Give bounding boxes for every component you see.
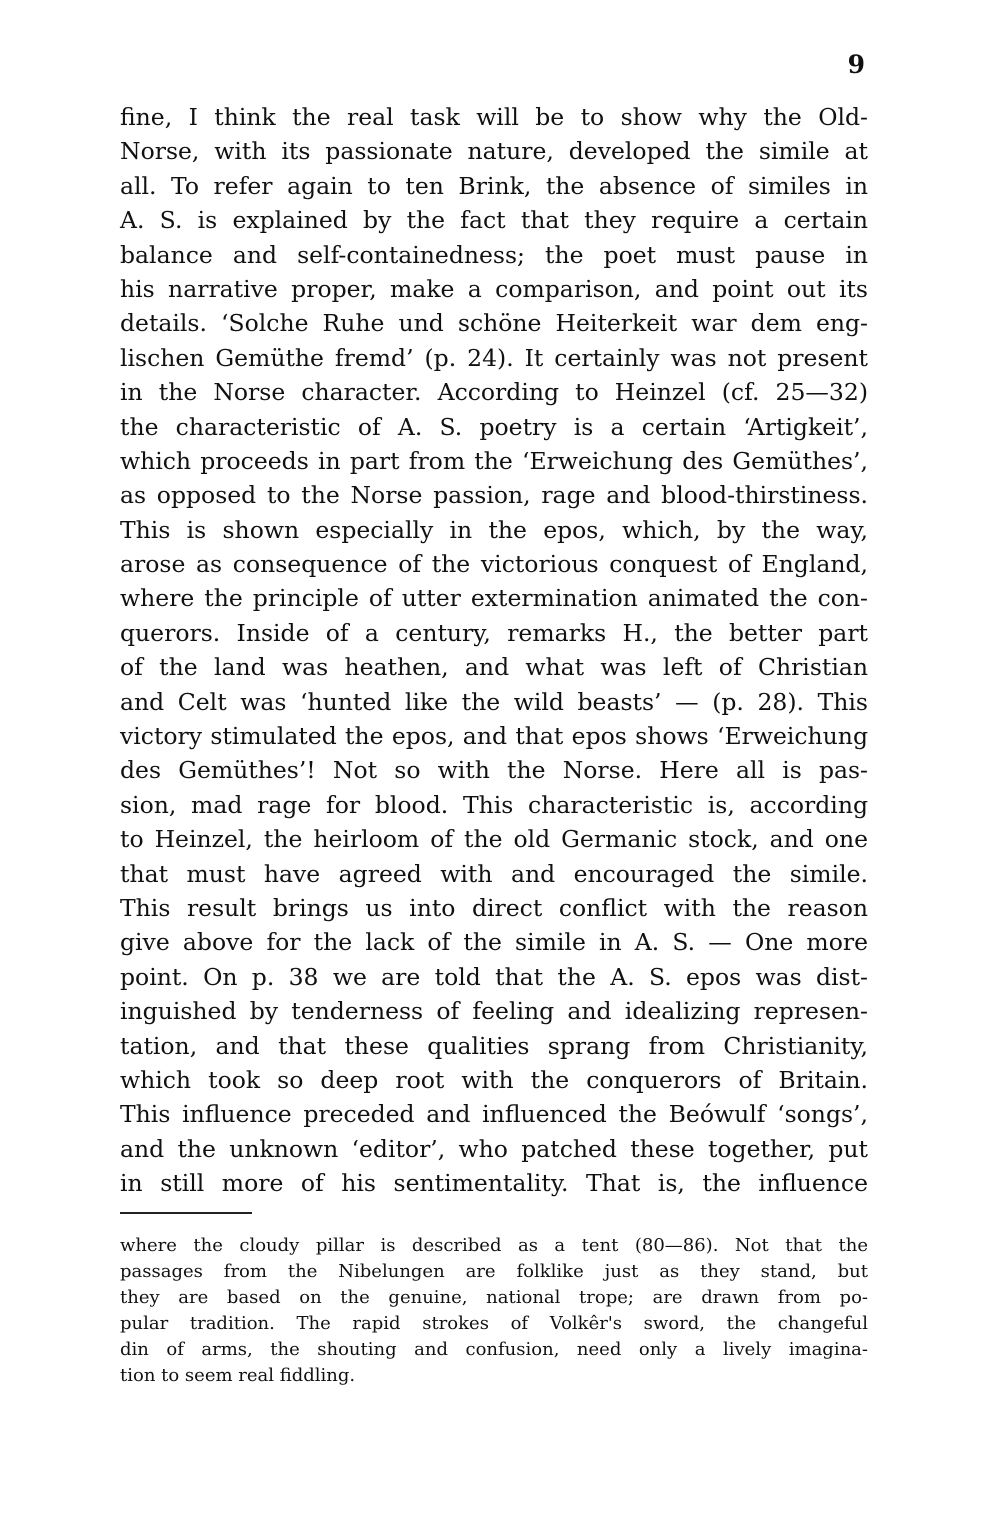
- page-number: 9: [847, 50, 865, 79]
- body-text-line: the characteristic of A. S. poetry is a certain ‘Artigkeit’,: [120, 412, 868, 441]
- body-text-line: in the Norse character. According to Heinzel (cf. 25—32): [120, 378, 868, 407]
- footnote: [120, 1233, 868, 1389]
- body-text-line: which proceeds in part from the ‘Erweichung des Gemüthes’,: [120, 446, 868, 475]
- body-text: [120, 100, 868, 1201]
- footnote-line: tion to seem real fiddling.: [120, 1365, 356, 1386]
- body-text-line: This influence preceded and influenced the Beówulf ‘songs’,: [120, 1100, 868, 1129]
- body-text-line: to Heinzel, the heirloom of the old Germanic stock, and one: [120, 825, 868, 854]
- footnote-separator: [120, 1212, 252, 1214]
- body-text-line: arose as consequence of the victorious conquest of England,: [120, 550, 868, 579]
- body-text-line: and Celt was ‘hunted like the wild beasts’ — (p. 28). This: [120, 687, 868, 716]
- footnote-line: din of arms, the shouting and confusion, need only a lively imagina-: [120, 1339, 868, 1360]
- body-text-line: details. ‘Solche Ruhe und schöne Heiterkeit war dem eng-: [120, 309, 868, 338]
- body-text-line: victory stimulated the epos, and that epos shows ‘Erweichung: [120, 722, 868, 751]
- body-text-line: lischen Gemüthe fremd’ (p. 24). It certainly was not present: [120, 343, 868, 372]
- body-text-line: des Gemüthes’! Not so with the Norse. Here all is pas-: [120, 756, 868, 785]
- body-text-line: fine, I think the real task will be to show why the Old-: [120, 103, 868, 131]
- footnote-line: they are based on the genuine, national trope; are drawn from po-: [120, 1287, 868, 1308]
- body-text-line: querors. Inside of a century, remarks H., the better part: [120, 618, 868, 647]
- body-text-line: in still more of his sentimentality. That is, the influence: [120, 1169, 868, 1198]
- body-text-line: Norse, with its passionate nature, developed the simile at: [120, 137, 868, 166]
- body-text-line: his narrative proper, make a comparison, and point out its: [120, 274, 868, 303]
- body-text-line: that must have agreed with and encouraged the simile.: [120, 859, 868, 888]
- footnote-line: pular tradition. The rapid strokes of Volkêr's sword, the changeful: [120, 1313, 868, 1334]
- body-text-line: where the principle of utter extermination animated the con-: [120, 584, 868, 613]
- body-text-line: This is shown especially in the epos, which, by the way,: [120, 515, 868, 544]
- body-text-line: This result brings us into direct conflict with the reason: [120, 893, 868, 922]
- body-text-line: balance and self-containedness; the poet must pause in: [120, 240, 868, 269]
- body-text-line: which took so deep root with the conquerors of Britain.: [120, 1065, 868, 1094]
- body-text-line: and the unknown ‘editor’, who patched these together, put: [120, 1134, 868, 1163]
- body-text-line: A. S. is explained by the fact that they require a certain: [120, 206, 868, 235]
- body-text-line: inguished by tenderness of feeling and idealizing represen-: [120, 997, 868, 1026]
- body-text-line: give above for the lack of the simile in A. S. — One more: [120, 928, 868, 957]
- footnote-line: passages from the Nibelungen are folklike just as they stand, but: [120, 1261, 868, 1282]
- body-text-line: point. On p. 38 we are told that the A. S. epos was dist-: [120, 962, 868, 991]
- body-text-line: tation, and that these qualities sprang from Christianity,: [120, 1031, 868, 1060]
- body-text-line: as opposed to the Norse passion, rage and blood-thirstiness.: [120, 481, 868, 510]
- body-text-line: sion, mad rage for blood. This characteristic is, according: [120, 790, 868, 819]
- footnote-line: where the cloudy pillar is described as a tent (80—86). Not that the: [120, 1235, 868, 1256]
- body-text-line: all. To refer again to ten Brink, the absence of similes in: [120, 171, 868, 200]
- body-text-line: of the land was heathen, and what was left of Christian: [120, 653, 868, 682]
